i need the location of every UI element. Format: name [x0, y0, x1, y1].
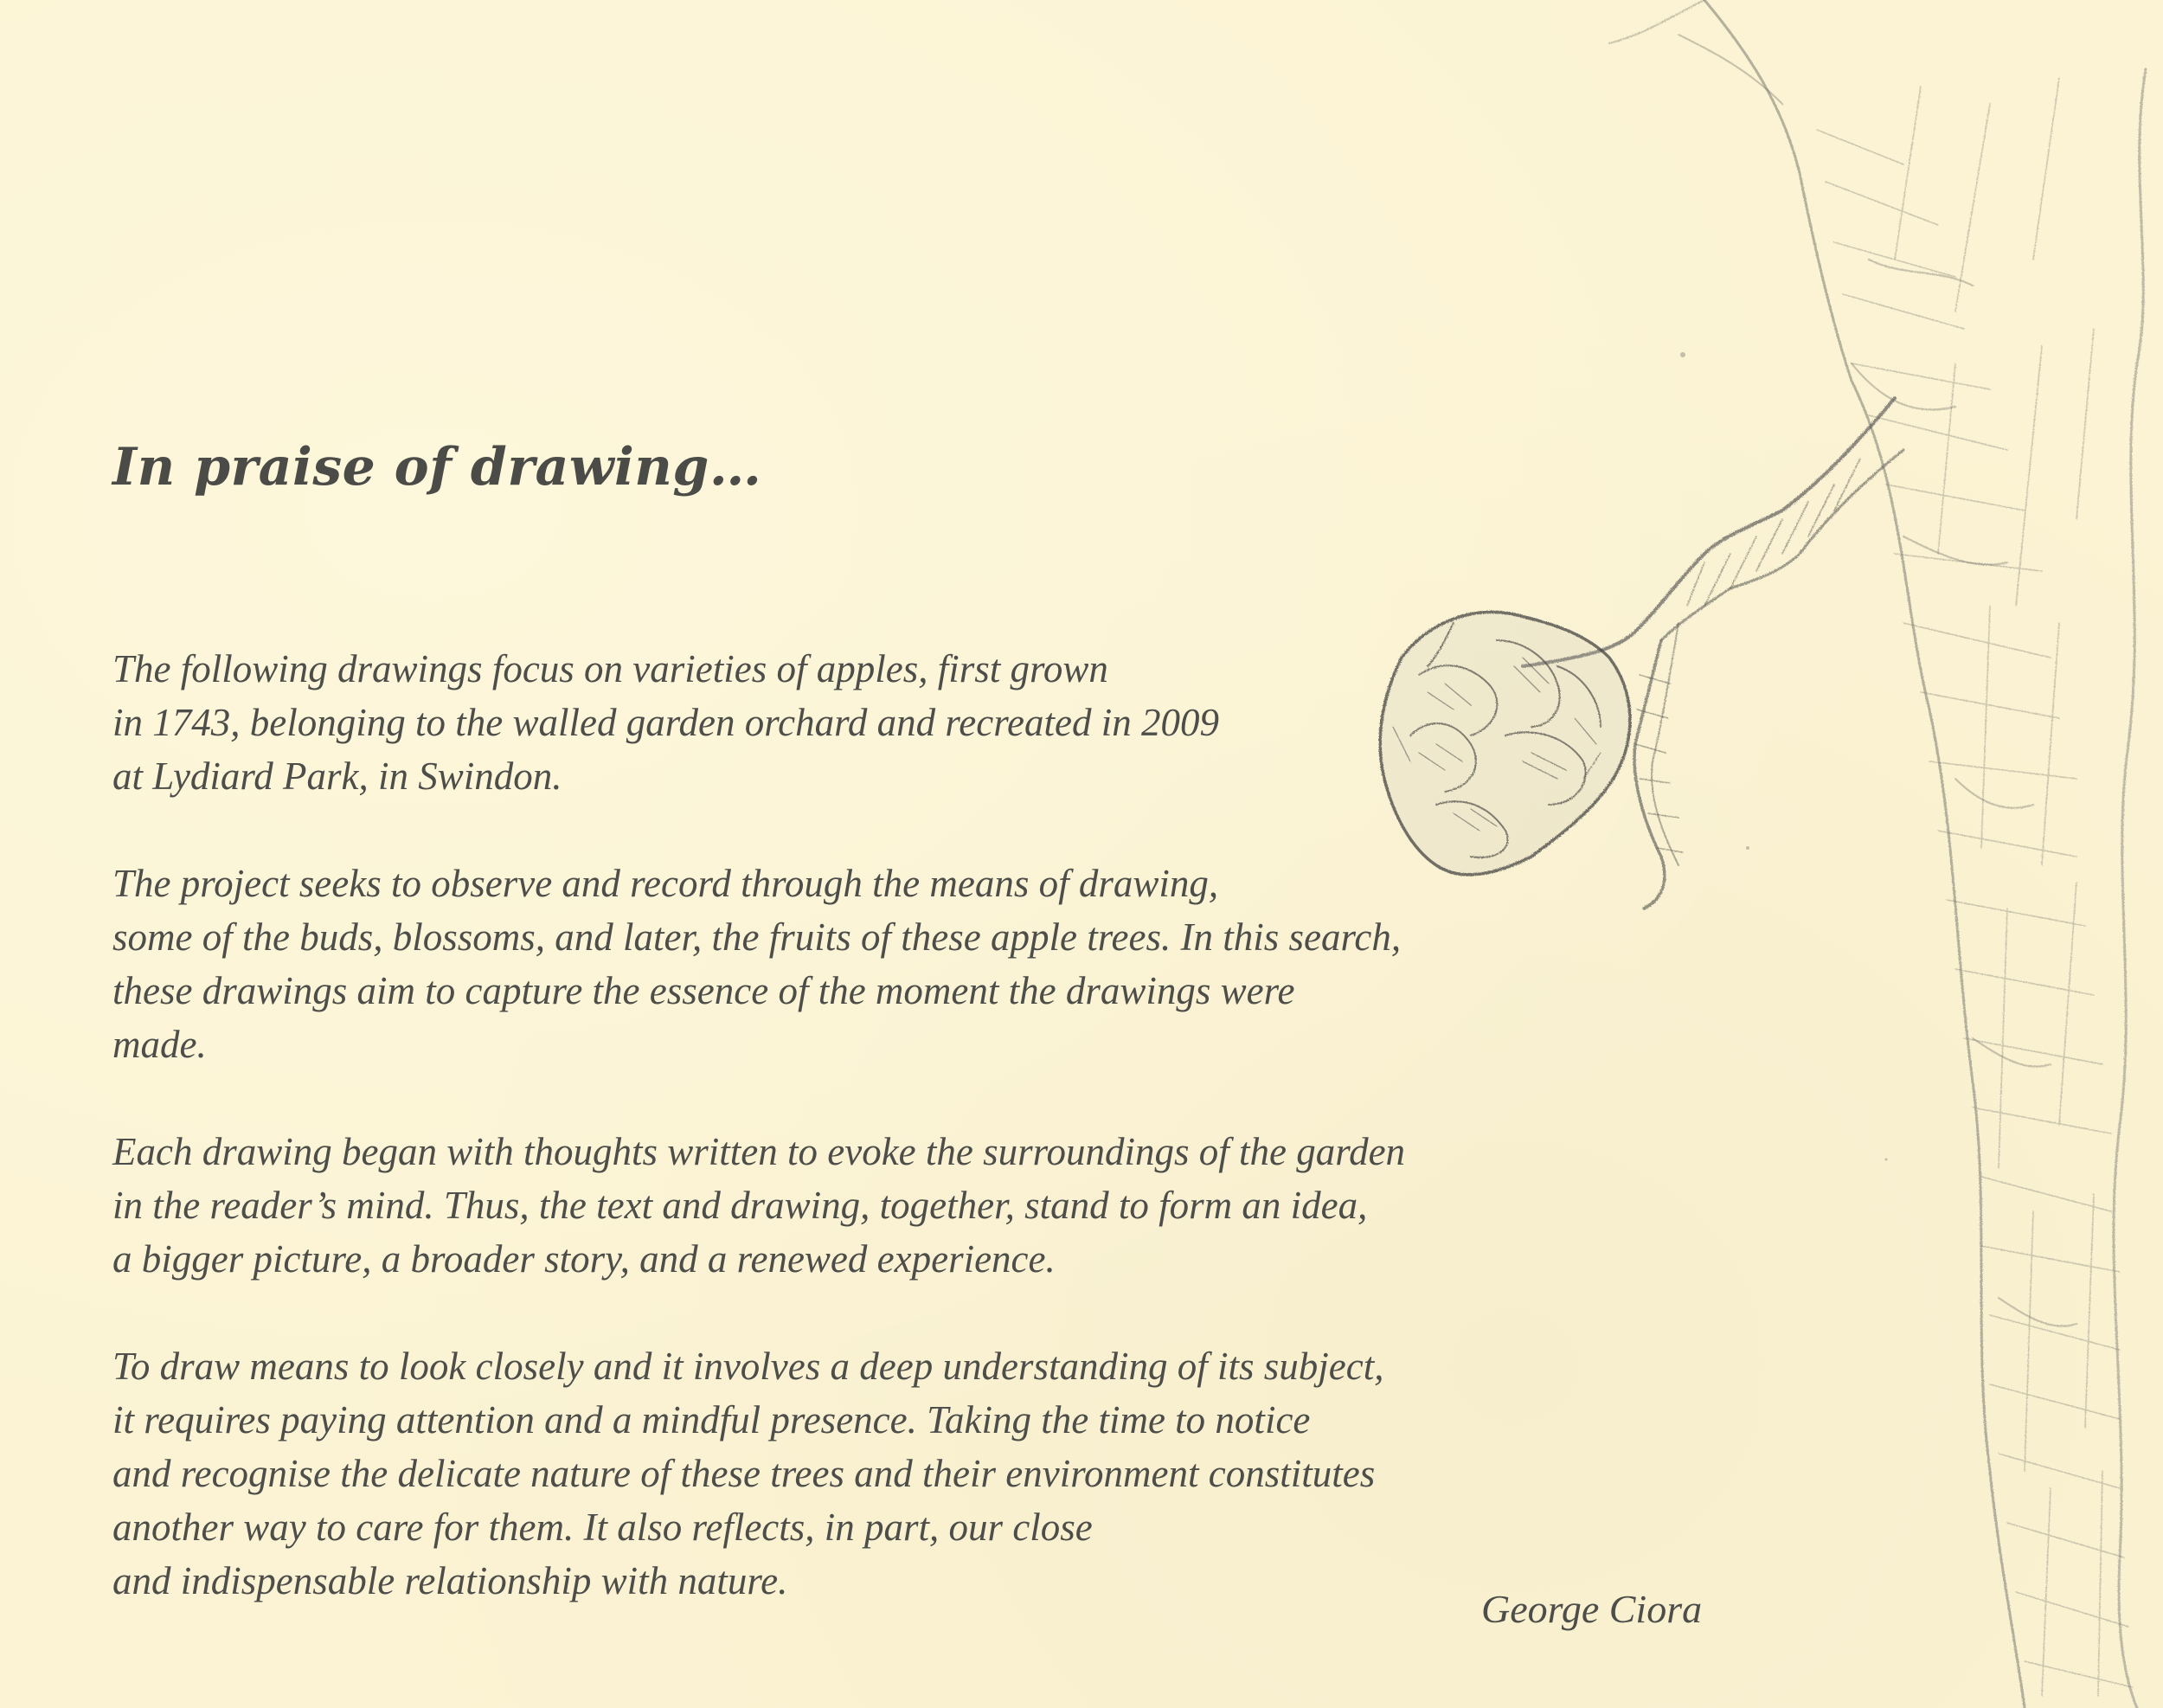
- paragraph-1: [112, 642, 1583, 803]
- text-line: another way to care for them. It also reflects, in part, our close: [112, 1506, 1093, 1549]
- text-line: in 1743, belonging to the walled garden orchard and recreated in 2009: [112, 701, 1220, 744]
- text-line: Each drawing began with thoughts written to evoke the surroundings of the garden: [112, 1130, 1406, 1173]
- text-line: The following drawings focus on varieties of apples, first grown: [112, 647, 1108, 690]
- text-line: these drawings aim to capture the essence of the moment the drawings were: [112, 969, 1295, 1012]
- text-line: The project seeks to observe and record through the means of drawing,: [112, 862, 1219, 905]
- paper-specks: [1680, 352, 1888, 1161]
- text-line: made.: [112, 1023, 207, 1066]
- text-line: in the reader’s mind. Thus, the text and drawing, together, stand to form an idea,: [112, 1184, 1368, 1227]
- body-text: [112, 642, 1583, 1661]
- page-title: In praise of drawing…: [112, 437, 762, 498]
- text-line: a bigger picture, a broader story, and a renewed experience.: [112, 1237, 1056, 1281]
- text-line: and indispensable relationship with nature.: [112, 1559, 788, 1602]
- paragraph-3: [112, 1125, 1583, 1286]
- text-line: To draw means to look closely and it involves a deep understanding of its subject,: [112, 1345, 1384, 1388]
- text-line: and recognise the delicate nature of these trees and their environment constitutes: [112, 1452, 1376, 1495]
- text-line: some of the buds, blossoms, and later, the fruits of these apple trees. In this search,: [112, 915, 1402, 959]
- text-line: it requires paying attention and a mindful presence. Taking the time to notice: [112, 1398, 1311, 1442]
- author-signature: George Ciora: [1481, 1587, 1703, 1631]
- paragraph-2: [112, 857, 1583, 1071]
- paragraph-4: [112, 1339, 1583, 1608]
- text-line: at Lydiard Park, in Swindon.: [112, 754, 562, 798]
- tree-trunk-sketch: [1609, 0, 2146, 1708]
